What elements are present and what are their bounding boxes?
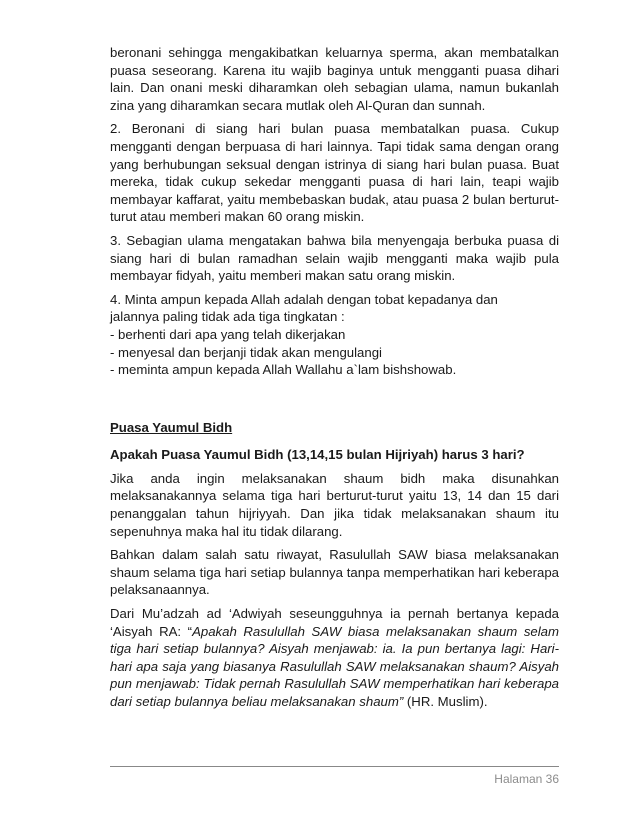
paragraph-point-2: 2. Beronani di siang hari bulan puasa membatalkan puasa. Cukup mengganti dengan berpuasa di hari lainnya. Tapi tidak sama dengan orang yang berhubungan seksual dengan istrinya di siang hari bulan puasa. Buat mereka, tidak cukup sekedar mengganti puasa di hari lain, teapi wajib membayar kaffarat, yaitu membebaskan budak, atau puasa 2 bulan berturut-turut atau memberi makan 60 orang miskin.: [110, 121, 559, 225]
page-number: Halaman 36: [494, 772, 559, 786]
paragraph-hadith: [110, 605, 559, 711]
point-4-line: - menyesal dan berjanji tidak akan mengulangi: [110, 344, 382, 360]
point-4-line: jalannya paling tidak ada tiga tingkatan :: [110, 309, 345, 325]
hadith-intro: Dari Mu’adzah ad ‘Adwiyah seseungguhnya ia pernah bertanya kepada ‘Aisyah RA: “: [110, 606, 559, 639]
point-4-line: - berhenti dari apa yang telah dikerjakan: [110, 326, 346, 342]
section-heading: Puasa Yaumul Bidh: [110, 419, 233, 435]
point-4-line: - meminta ampun kepada Allah Wallahu a`lam bishshowab.: [110, 362, 457, 378]
paragraph-onani: beronani sehingga mengakibatkan keluarnya sperma, akan membatalkan puasa seseorang. Karena itu wajib baginya untuk mengganti puasa dihari lain. Dan onani meski diharamkan oleh sebagian ulama, namun bukanlah zina yang diharamkan secara mutlak oleh Al-Quran dan sunnah.: [110, 45, 559, 113]
hadith-source: (HR. Muslim).: [403, 694, 488, 709]
paragraph-point-4: [110, 291, 559, 379]
question-heading: Apakah Puasa Yaumul Bidh (13,14,15 bulan Hijriyah) harus 3 hari?: [110, 447, 525, 463]
document-body: [110, 44, 559, 711]
paragraph-shaum-bidh: Jika anda ingin melaksanakan shaum bidh maka disunahkan melaksanakannya selama tiga hari berturut-turut yaitu 13, 14 dan 15 dari penanggalan tahun hijriyyah. Dan jika tidak melaksanakan shaum itu sepenuhnya maka hal itu tidak dilarang.: [110, 470, 559, 539]
paragraph-riwayat: Bahkan dalam salah satu riwayat, Rasulullah SAW biasa melaksanakan shaum selama tiga hari setiap bulannya tanpa memperhatikan hari keberapa pelaksanaannya.: [110, 547, 559, 598]
paragraph-point-3: 3. Sebagian ulama mengatakan bahwa bila menyengaja berbuka puasa di siang hari di bulan ramadhan selain wajib mengganti maka wajib pula membayar fidyah, yaitu memberi makan satu orang miskin.: [110, 232, 559, 284]
hadith-quote: Apakah Rasulullah SAW biasa melaksanakan shaum selam tiga hari setiap bulannya? Aisyah menjawab: ia. Ia pun bertanya lagi: Hari-hari apa saja yang biasanya Rasulullah SAW melaksanakan shaum? Aisyah pun menjawab: Tidak pernah Rasulullah SAW memperhatikan hari keberapa dari setiap bulannya beliau melaksanakan shaum”: [110, 623, 559, 709]
point-4-line: 4. Minta ampun kepada Allah adalah dengan tobat kepadanya dan: [110, 291, 498, 307]
footer-divider: [110, 766, 559, 767]
